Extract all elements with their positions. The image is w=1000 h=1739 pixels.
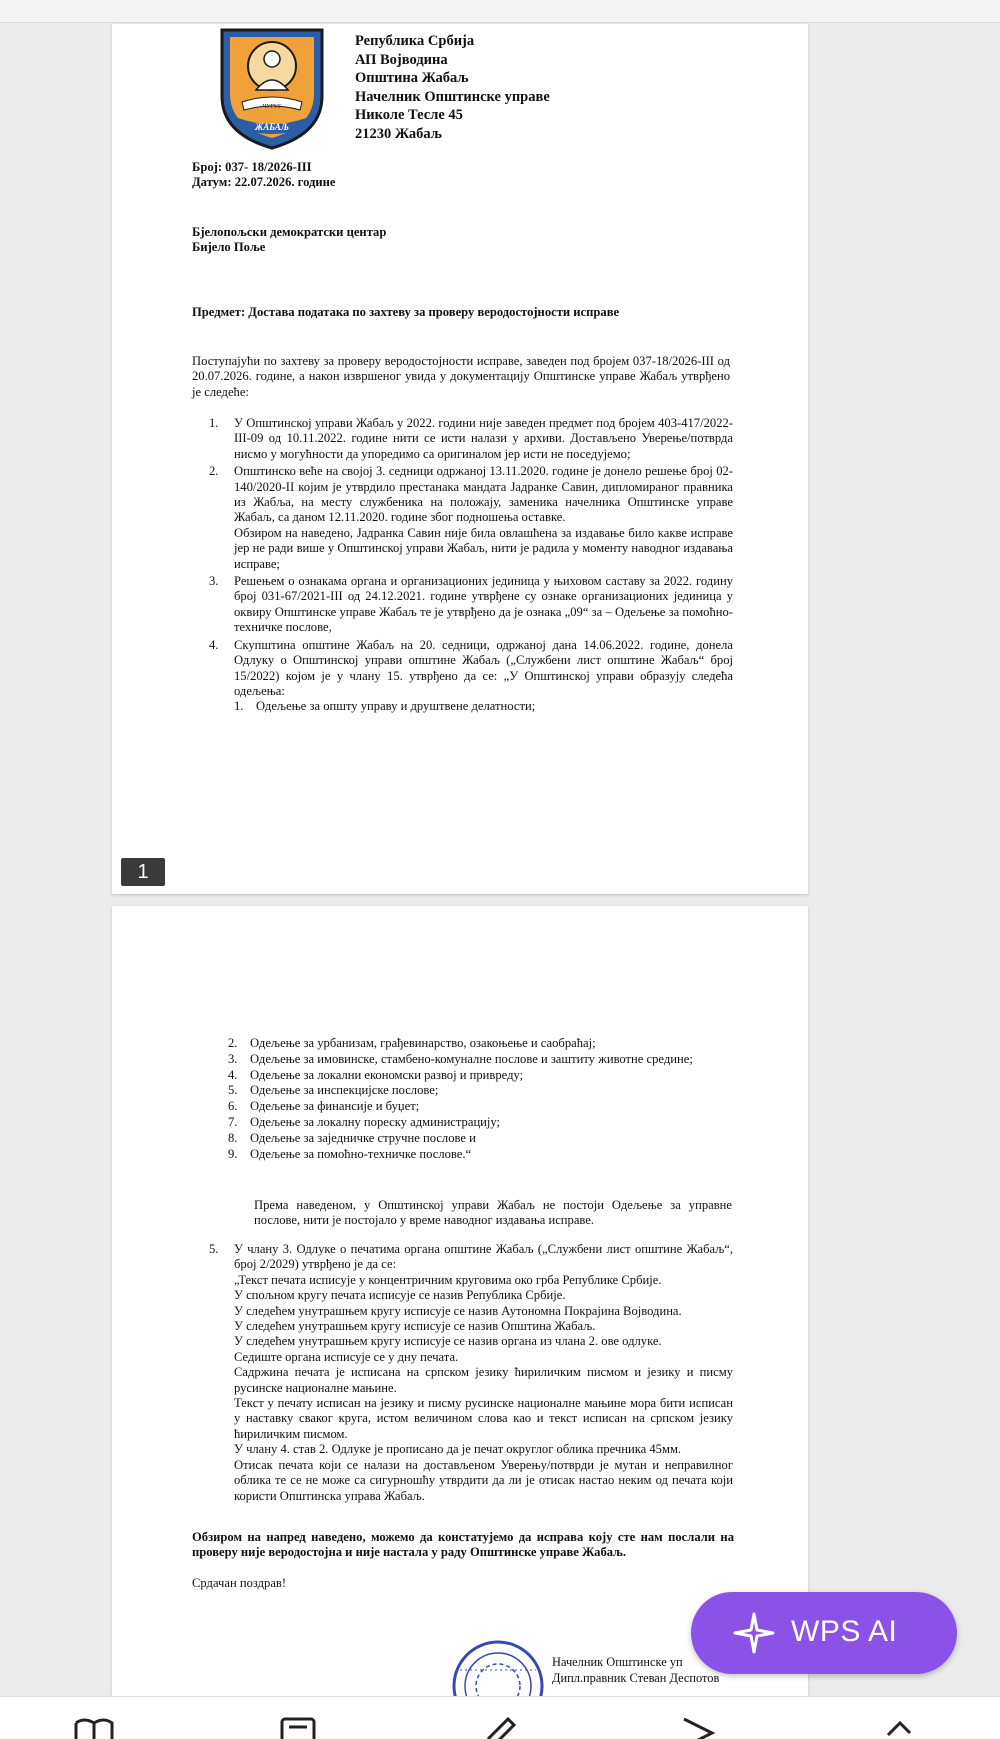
list-item-text: У спољном кругу печата исписује се назив Република Србије. bbox=[234, 1288, 566, 1303]
sparkle-icon bbox=[731, 1610, 777, 1656]
sub-list-number: 8. bbox=[228, 1130, 238, 1145]
sub-list-text: Одељење за локални економски развој и привреду; bbox=[250, 1067, 524, 1082]
header-line: АП Војводина bbox=[355, 51, 448, 68]
pen-icon[interactable] bbox=[478, 1713, 522, 1739]
sub-list-item bbox=[228, 1147, 734, 1163]
sub-list-number: 3. bbox=[228, 1051, 238, 1066]
list-item-text: У следећем унутрашњем кругу исписује се назив Аутономна Покрајина Војводина. bbox=[234, 1303, 682, 1318]
document-icon[interactable] bbox=[276, 1713, 320, 1739]
sub-list-text: Одељење за локалну пореску администрацију; bbox=[250, 1114, 501, 1129]
sub-list-item bbox=[228, 1052, 734, 1068]
numbered-list bbox=[209, 416, 733, 715]
sub-list-text: Одељење за имовинске, стамбено-комуналне послове и заштиту животне средине; bbox=[250, 1051, 693, 1066]
wps-ai-label: WPS AI bbox=[791, 1615, 898, 1648]
header-line: Начелник Општинске управе bbox=[355, 88, 550, 105]
sub-list-number: 5. bbox=[228, 1083, 238, 1098]
list-item-text: Отисак печата који се налази на достављеном Уверењу/потврди је мутан и неправилног облика те се не може са сигурношћу утврдити да ли је отисак настао неким од печата који користи Општинска управа Жабаљ. bbox=[234, 1457, 733, 1503]
book-icon[interactable] bbox=[72, 1713, 116, 1739]
recipient-block bbox=[192, 225, 612, 256]
list-item-text: Текст у печату исписан на језику и писму русинске националне мањине мора бити исписан у наставку сваког круга, истом величином слова као и текст исписан на српском језику ћириличким писмом. bbox=[234, 1396, 733, 1441]
header-line: Николе Тесле 45 bbox=[355, 107, 463, 124]
sub-list-number: 9. bbox=[228, 1146, 238, 1161]
sub-list-number: 6. bbox=[228, 1099, 238, 1114]
list-item bbox=[209, 638, 733, 700]
sub-list-item bbox=[228, 1115, 734, 1131]
list-item-text: „Текст печата исписује у концентричним круговима око грба Републике Србије. bbox=[234, 1272, 662, 1287]
sub-list-number: 7. bbox=[228, 1114, 238, 1129]
sub-list-item bbox=[228, 1131, 734, 1147]
list-item-text: Општинско веће на својој 3. седници одржаној 13.11.2020. године је донело решење број 02-140/2020-II којим је утврдило престанака мандата Јадранке Савин, дипломираног правника из Жабља, на месту службеника на положају, заменика начелника Општинске управе Жабаљ, са даном 12.11.2020. године због подношења оставке. bbox=[234, 464, 733, 525]
zabalj-crest-logo bbox=[216, 26, 328, 150]
letterhead bbox=[355, 32, 550, 144]
crest-label: ЖАБАЉ bbox=[255, 122, 289, 132]
wps-ai-button[interactable] bbox=[691, 1592, 957, 1674]
sub-list-number: 4. bbox=[228, 1067, 238, 1082]
sub-list-text: Одељење за инспекцијске послове; bbox=[250, 1083, 439, 1098]
header-line: Република Србија bbox=[355, 33, 475, 49]
document-page-1 bbox=[112, 24, 808, 894]
sub-list-number: 1. bbox=[234, 699, 244, 714]
reference-number: Број: 037- 18/2026-III bbox=[192, 160, 312, 174]
numbered-list-continued bbox=[209, 1242, 733, 1504]
signature-name: Дипл.правник Стеван Деспотов bbox=[552, 1671, 720, 1685]
list-item-number: 2. bbox=[209, 464, 219, 479]
sub-list-number: 2. bbox=[228, 1036, 238, 1050]
subject-line: Предмет: Достава података по захтеву за проверу веродостојности исправе bbox=[192, 305, 620, 319]
header-line: Општина Жабаљ bbox=[355, 70, 469, 87]
sub-list-item bbox=[228, 1083, 734, 1099]
signature-title: Начелник Општинске уп bbox=[552, 1655, 683, 1669]
conclusion-paragraph: Обзиром на напред наведено, можемо да констатујемо да исправа коју сте нам послали на проверу није веродостојна и није настала у раду Општинске управе Жабаљ. bbox=[192, 1530, 734, 1560]
reference-block bbox=[192, 160, 612, 191]
official-stamp-graphic bbox=[450, 1634, 546, 1704]
list-item-text: У члану 4. став 2. Одлуке је прописано да је печат округлог облика пречника 45мм. bbox=[234, 1442, 682, 1457]
list-item-text: Садржина печата је исписана на српском језику ћириличким писмом и језику и писму русинске националне мањине. bbox=[234, 1365, 733, 1395]
list-item bbox=[209, 574, 733, 636]
document-page-2 bbox=[112, 906, 808, 1696]
list-item-number: 5. bbox=[209, 1242, 219, 1256]
list-item-text: Обзиром на наведено, Јадранка Савин није била овлашћена за издавање било какве исправе јер не ради више у Општинској управи Жабаљ, нити је радила у моменту наводног издавања исправе; bbox=[234, 525, 733, 571]
greeting: Срдачан поздрав! bbox=[192, 1576, 287, 1590]
sub-list-continued bbox=[228, 1036, 734, 1162]
list-item-text: У члану 3. Одлуке о печатима органа општине Жабаљ („Службени лист општине Жабаљ“, број 2/2029) утврђено је да се: bbox=[234, 1242, 733, 1272]
sub-list-text: Одељење за заједничке стручне послове и bbox=[250, 1130, 476, 1145]
list-item-text: У следећем унутрашњем кругу исписује се назив органа из члана 2. ове одлуке. bbox=[234, 1334, 662, 1349]
sub-list-text: Одељење за урбанизам, грађевинарство, озакоњење и саобраћај; bbox=[250, 1036, 596, 1050]
more-tools-icon[interactable] bbox=[880, 1713, 924, 1739]
sub-list-item bbox=[228, 1036, 734, 1052]
list-item-text: Седиште органа исписује се у дну печата. bbox=[234, 1349, 459, 1364]
crest-inscription: ЧУРУГ bbox=[262, 104, 282, 110]
reference-date: Датум: 22.07.2026. године bbox=[192, 175, 336, 190]
sub-list-text: Одељење за помоћно-техничке послове.“ bbox=[250, 1146, 472, 1161]
list-item-number: 1. bbox=[209, 416, 219, 430]
recipient-name: Бјелопољски демократски центар bbox=[192, 225, 387, 239]
header-line: 21230 Жабаљ bbox=[355, 125, 442, 142]
sub-list-item bbox=[228, 1099, 734, 1115]
list-item bbox=[209, 416, 733, 462]
recipient-city: Бијело Поље bbox=[192, 240, 266, 255]
list-item-number: 4. bbox=[209, 637, 219, 652]
list-item bbox=[209, 464, 733, 572]
list-item-text: У Општинској управи Жабаљ у 2022. години није заведен предмет под бројем 403-417/2022-III-09 од 10.11.2022. године нити се исти налази у архиви. Достављено Уверење/потврда нисмо у могућности да упоредимо са оригиналом јер исти не поседујемо; bbox=[234, 416, 733, 461]
share-icon[interactable] bbox=[676, 1713, 720, 1739]
viewer-top-bar bbox=[0, 0, 1000, 23]
sub-list-item bbox=[234, 699, 733, 715]
signature-block bbox=[552, 1654, 719, 1686]
page-number-badge: 1 bbox=[121, 858, 165, 886]
sub-list-text: Одељење за општу управу и друштвене делатности; bbox=[256, 699, 536, 714]
list-item-text: У следећем унутрашњем кругу исписује се назив Општина Жабаљ. bbox=[234, 1319, 596, 1334]
list-item bbox=[209, 1242, 733, 1504]
sub-list-item bbox=[228, 1068, 734, 1084]
list-item-text: Скупштина општине Жабаљ на 20. седници, одржаној дана 14.06.2022. године, донела Одлуку о Општинској управи општине Жабаљ („Службени лист општине Жабаљ“ број 15/2022) којом је у члану 15. утврђено да се: „У Општинској управи образују следећа одељења: bbox=[234, 637, 733, 698]
bottom-toolbar bbox=[0, 1696, 1000, 1739]
intro-paragraph: Поступајући по захтеву за проверу веродостојности исправе, заведен под бројем 037-18/2026-III од 20.07.2026. године, а након извршеног увида у документацију Општинске управе Жабаљ утврђено је следеће: bbox=[192, 354, 730, 399]
sub-list-text: Одељење за финансије и буџет; bbox=[250, 1099, 420, 1114]
list-item-number: 3. bbox=[209, 574, 219, 589]
list-item-text: Решењем о ознакама органа и организационих јединица у њиховом саставу за 2022. годину број 031-67/2021-III од 24.12.2021. године утврђене су ознаке организационих јединица у оквиру Општинске управе Жабаљ те је утврђено да је ознака „09“ за – Одељење за помоћно-техничке послове, bbox=[234, 574, 733, 635]
departments-note: Према наведеном, у Општинској управи Жабаљ не постоји Одељење за управне послове, нити је постојало у време наводног издавања исправе. bbox=[254, 1198, 732, 1228]
